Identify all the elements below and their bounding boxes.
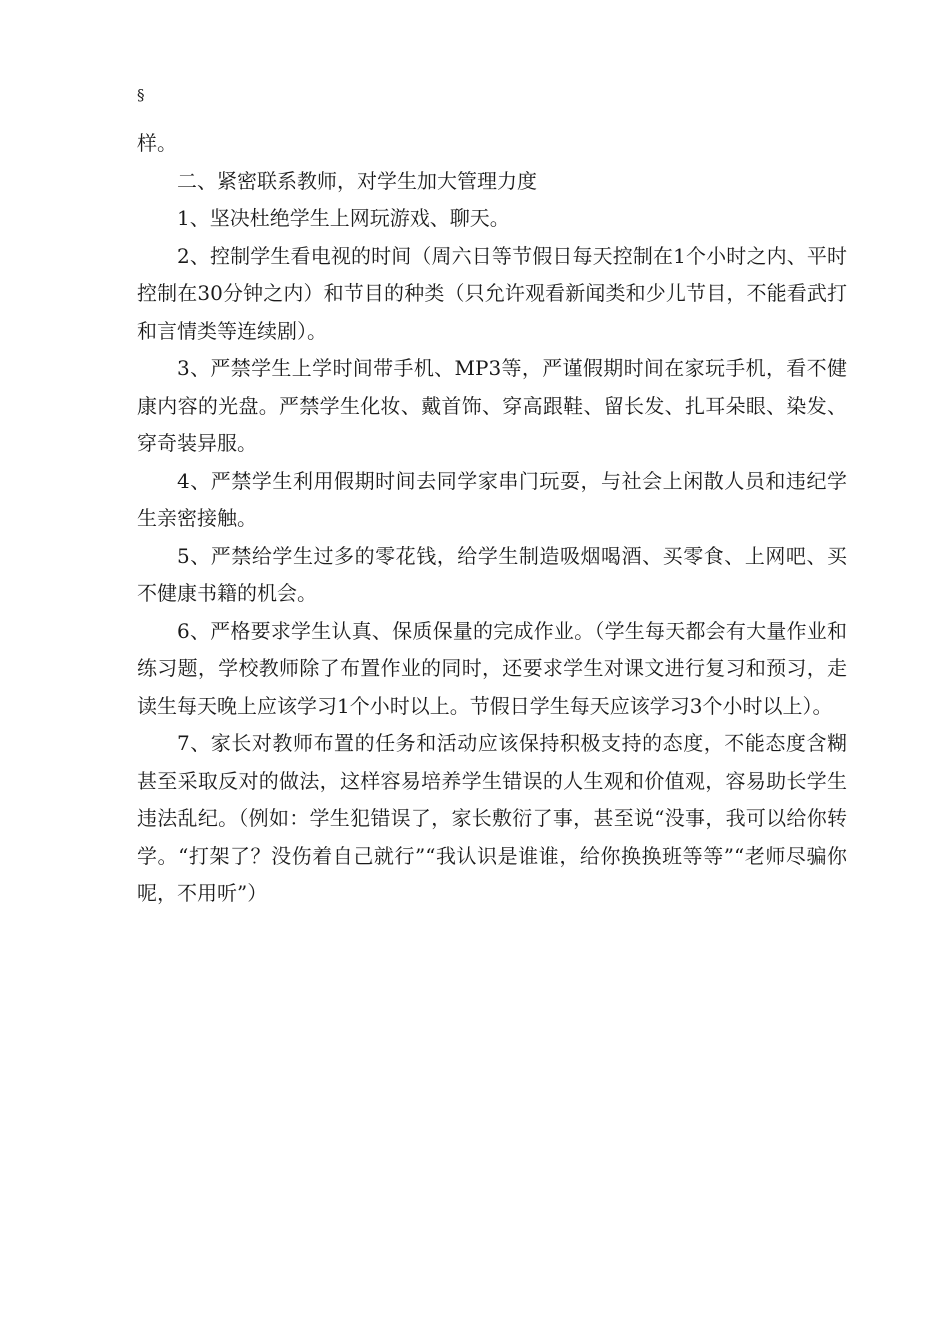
paragraph-continuation: 样。: [137, 131, 177, 155]
section-heading: 二、紧密联系教师，对学生加大管理力度: [177, 168, 537, 193]
list-item-4: 4、严禁学生利用假期时间去同学家串门玩耍，与社会上闲散人员和违纪学生亲密接触。: [137, 468, 847, 530]
list-item-5: 5、严禁给学生过多的零花钱，给学生制造吸烟喝酒、买零食、上网吧、买不健康书籍的机会。: [137, 543, 847, 605]
list-item-2: 2、控制学生看电视的时间（周六日等节假日每天控制在1个小时之内、平时控制在30分钟之内）和节目的种类（只允许观看新闻类和少儿节目，不能看武打和言情类等连续剧）。: [137, 243, 847, 343]
list-item-1: 1、坚决杜绝学生上网玩游戏、聊天。: [177, 206, 510, 230]
list-item-3: 3、严禁学生上学时间带手机、MP3等，严谨假期时间在家玩手机，看不健康内容的光盘。严禁学生化妆、戴首饰、穿高跟鞋、留长发、扎耳朵眼、染发、穿奇装异服。: [137, 356, 847, 455]
list-item-7: 7、家长对教师布置的任务和活动应该保持积极支持的态度，不能态度含糊甚至采取反对的做法，这样容易培养学生错误的人生观和价值观，容易助长学生违法乱纪。（例如：学生犯错误了，家长敷衍了事，甚至说“没事，我可以给你转学。“打架了？没伤着自己就行”“我认识是谁谁，给你换换班等等”“老师尽骗你呢，不用听”）: [137, 731, 847, 905]
section-mark: §: [137, 86, 145, 104]
list-item-6: 6、严格要求学生认真、保质保量的完成作业。（学生每天都会有大量作业和练习题，学校教师除了布置作业的同时，还要求学生对课文进行复习和预习，走读生每天晚上应该学习1个小时以上。节假日学生每天应该学习3个小时以上）。: [137, 618, 847, 718]
document-body: [137, 125, 847, 913]
